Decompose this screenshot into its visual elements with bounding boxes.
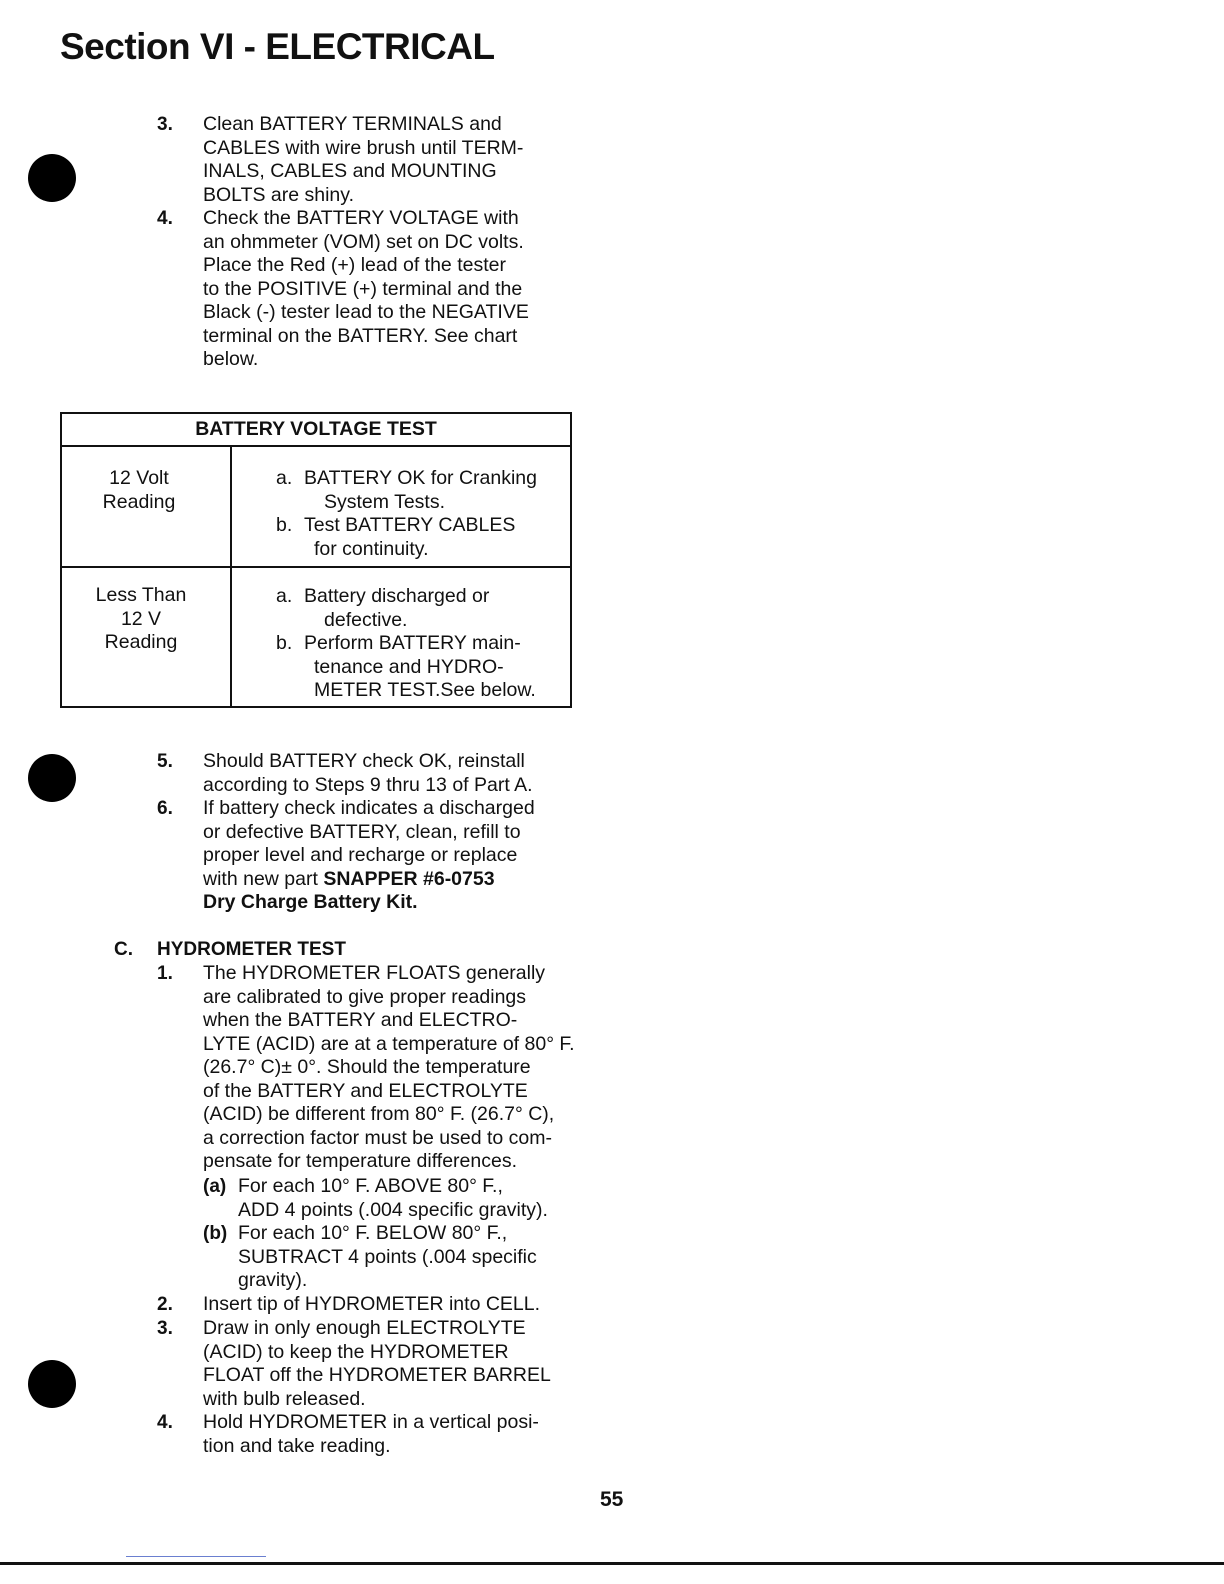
condition-line: Less Than <box>95 584 187 606</box>
step-text <box>203 1317 551 1411</box>
punch-hole <box>28 1360 76 1408</box>
page-title: Section VI - ELECTRICAL <box>60 26 495 67</box>
text-line: below. <box>203 348 259 370</box>
condition-line: 12 V <box>120 607 162 630</box>
text-line: Place the Red (+) lead of the tester <box>203 254 506 276</box>
text-line: gravity). <box>238 1269 308 1291</box>
condition-line: Reading <box>102 490 176 513</box>
action-letter: a. <box>276 585 293 607</box>
text-line: pensate for temperature differences. <box>203 1150 517 1172</box>
condition-cell <box>61 446 231 567</box>
section-letter: C. <box>114 939 133 960</box>
text-line: For each 10° F. ABOVE 80° F., <box>238 1175 503 1197</box>
text-line: Insert tip of HYDROMETER into CELL. <box>203 1293 541 1315</box>
text-line: when the BATTERY and ELECTRO- <box>203 1009 518 1031</box>
text-line: CABLES with wire brush until TERM- <box>203 136 524 159</box>
page-number: 55 <box>600 1488 624 1511</box>
step-number: 2. <box>157 1294 173 1315</box>
step-number: 6. <box>157 798 173 819</box>
action-cell <box>231 446 571 567</box>
action-line: BATTERY OK for Cranking <box>304 467 538 489</box>
sub-text <box>238 1222 537 1293</box>
kit-name: Dry Charge Battery Kit. <box>203 891 418 913</box>
text-line: an ohmmeter (VOM) set on DC volts. <box>203 230 524 253</box>
sub-label: (a) <box>203 1176 227 1197</box>
text-line: a correction factor must be used to com- <box>203 1126 552 1149</box>
text-line: of the BATTERY and ELECTROLYTE <box>203 1079 528 1102</box>
sub-text <box>238 1175 548 1222</box>
text-line: (ACID) to keep the HYDROMETER <box>203 1340 509 1363</box>
text-line: proper level and recharge or replace <box>203 844 518 866</box>
action-cell <box>231 567 571 707</box>
text-line: INALS, CABLES and MOUNTING <box>203 160 497 182</box>
action-line: defective. <box>324 609 408 631</box>
condition-line: 12 Volt <box>109 467 169 489</box>
battery-voltage-test-table <box>60 412 572 708</box>
text-line: ADD 4 points (.004 specific gravity). <box>238 1198 548 1221</box>
step-text <box>203 797 535 915</box>
text-line: to the POSITIVE (+) terminal and the <box>203 277 523 300</box>
action-line: for continuity. <box>314 538 429 560</box>
text-line: SUBTRACT 4 points (.004 specific <box>238 1245 537 1268</box>
text-line: Check the BATTERY VOLTAGE with <box>203 207 519 229</box>
divider <box>0 1562 1224 1565</box>
step-number: 1. <box>157 963 173 984</box>
text-line: tion and take reading. <box>203 1434 391 1457</box>
punch-hole <box>28 154 76 202</box>
condition-cell <box>61 567 231 707</box>
condition-line: Reading <box>104 631 178 653</box>
step-number: 4. <box>157 1412 173 1433</box>
sub-label: (b) <box>203 1223 228 1244</box>
step-text <box>203 750 533 797</box>
step-text <box>203 1293 540 1317</box>
step-text <box>203 113 523 207</box>
step-number: 3. <box>157 1318 173 1339</box>
step-number: 3. <box>157 114 173 135</box>
action-line: Perform BATTERY main- <box>304 632 521 654</box>
step-text <box>203 1411 539 1458</box>
step-number: 5. <box>157 751 173 772</box>
text-line <box>203 868 535 892</box>
part-number: SNAPPER #6-0753 <box>323 867 495 890</box>
action-line: METER TEST.See below. <box>314 679 536 701</box>
text-line: FLOAT off the HYDROMETER BARREL <box>203 1364 551 1386</box>
text-line: Hold HYDROMETER in a vertical posi- <box>203 1411 539 1433</box>
step-number: 4. <box>157 208 173 229</box>
action-letter: b. <box>276 632 293 654</box>
action-line: tenance and HYDRO- <box>314 656 504 678</box>
punch-hole <box>28 754 76 802</box>
text-line: are calibrated to give proper readings <box>203 985 527 1008</box>
text-line: according to Steps 9 thru 13 of Part A. <box>203 773 533 796</box>
text-line: If battery check indicates a discharged <box>203 797 535 819</box>
action-line: Test BATTERY CABLES <box>304 514 516 536</box>
step-text <box>203 962 575 1174</box>
text-line: or defective BATTERY, clean, refill to <box>203 820 521 843</box>
text-plain: with new part <box>203 867 324 890</box>
section-heading: HYDROMETER TEST <box>157 939 346 960</box>
action-line: Battery discharged or <box>304 585 490 607</box>
action-letter: b. <box>276 514 293 536</box>
table-row <box>61 567 571 707</box>
text-line: LYTE (ACID) are at a temperature of 80° F. <box>203 1032 575 1055</box>
text-line: The HYDROMETER FLOATS generally <box>203 962 546 984</box>
text-line: Should BATTERY check OK, reinstall <box>203 750 525 772</box>
text-line: (26.7° C)± 0°. Should the temperature <box>203 1056 531 1078</box>
action-letter: a. <box>276 467 293 489</box>
table-row <box>61 446 571 567</box>
text-line: (ACID) be different from 80° F. (26.7° C), <box>203 1103 555 1125</box>
table-title: BATTERY VOLTAGE TEST <box>61 413 571 446</box>
step-text <box>203 207 529 372</box>
text-line: BOLTS are shiny. <box>203 183 355 206</box>
text-line: Draw in only enough ELECTROLYTE <box>203 1317 526 1339</box>
text-line: For each 10° F. BELOW 80° F., <box>238 1222 508 1244</box>
text-line: terminal on the BATTERY. See chart <box>203 324 518 347</box>
text-line: with bulb released. <box>203 1387 366 1410</box>
divider <box>126 1556 266 1557</box>
action-line: System Tests. <box>324 491 446 513</box>
text-line: Black (-) tester lead to the NEGATIVE <box>203 301 529 323</box>
text-line: Clean BATTERY TERMINALS and <box>203 113 502 135</box>
